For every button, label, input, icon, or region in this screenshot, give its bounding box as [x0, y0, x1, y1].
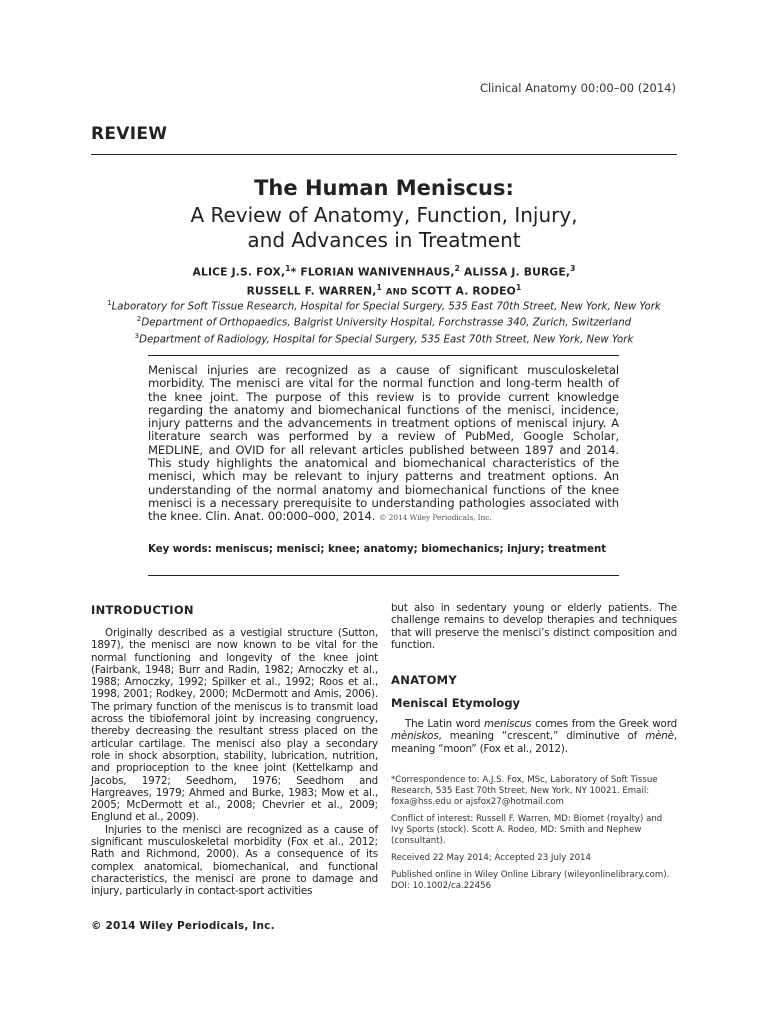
- keywords: Key words: meniscus; menisci; knee; anatomy; biomechanics; injury; treatment: [148, 544, 607, 555]
- intro-paragraph: Originally described as a vestigial structure (Sutton, 1897), the menisci are now known to be vital for the normal functioning and longevity of the knee joint (Fairbank, 1948; Burr and Radin, 1982; Arnoczky et al., 1988; Arnoczky, 1992; Spilker et al., 1992; Roos et al., 1998, 2001; Rodkey, 2000; McDermott and Amis, 2006). The primary function of the meniscus is to transmit load across the tibiofemoral joint by increasing congruency, thereby decreasing the resultant stress placed on the articular cartilage. The menisci also play a secondary role in shock absorption, stability, lubrication, nutrition, and proprioception to the knee joint (Kettelkamp and Jacobs, 1972; Seedhom, 1976; Seedhom and Hargreaves, 1979; Ahmed and Burke, 1983; Mow et al., 2005; McDermott et al., 2008; Chevrier et al., 2009; Englund et al., 2009).: [91, 627, 378, 824]
- abstract-rule-top: [148, 355, 619, 356]
- author-list: [91, 261, 677, 300]
- affiliation-text: Laboratory for Soft Tissue Research, Hospital for Special Surgery, 535 East 70th Street, New York, New York: [111, 301, 661, 313]
- affiliation-sup: 2: [136, 315, 142, 324]
- footnote-conflict-of-interest: Conflict of interest: Russell F. Warren, MD: Biomet (royalty) and Ivy Sports (stock). Scott A. Rodeo, MD: Smith and Nephew (consultant).: [391, 814, 663, 847]
- affiliation-text: Department of Orthopaedics, Balgrist University Hospital, Forchstrasse 340, Zurich, Switzerland: [141, 317, 632, 329]
- abstract-text: Meniscal injuries are recognized as a cause of significant musculoskeletal morbidity. The menisci are vital for the normal function and long-term health of the knee joint. The purpose of this review is to provide current knowledge regarding the anatomy and biomechanical functions of the menisci, incidence, injury patterns and the advancements in treatment options of meniscal injury. A literature search was performed by a review of PubMed, Google Scholar, MEDLINE, and OVID for all relevant articles published between 1897 and 2014. This study highlights the anatomical and biomechanical characteristics of the menisci, which may be relevant to injury patterns and treatment options. An understanding of the normal anatomy and biomechanical functions of the knee menisci is a necessary prerequisite to understanding pathologies associated with the knee. Clin. Anat. 00:000–000, 2014.: [148, 363, 619, 524]
- section-label: REVIEW: [91, 124, 168, 144]
- abstract-copyright: © 2014 Wiley Periodicals, Inc.: [378, 513, 492, 523]
- abstract-rule-bottom: [148, 575, 619, 576]
- footnote-received: Received 22 May 2014; Accepted 23 July 2014: [391, 853, 591, 864]
- author-name: RUSSELL F. WARREN,: [246, 284, 377, 298]
- affiliation-sup: 3: [134, 331, 140, 340]
- affiliation-sup: 1: [107, 299, 112, 307]
- intro-paragraph: Injuries to the menisci are recognized as a cause of significant musculoskeletal morbidity (Fox et al., 2012; Rath and Richmond, 2000). As a consequence of its complex anatomical, biomechanical, and functional characteristics, the menisci are prone to damage and injury, particularly in contact-sport activities: [91, 823, 378, 898]
- continuation-paragraph: but also in sedentary young or elderly patients. The challenge remains to develop therapies and techniques that will preserve the menisci’s distinct composition and function.: [391, 602, 677, 651]
- correspondence-mark: *: [290, 265, 297, 279]
- affiliation-text: Department of Radiology, Hospital for Special Surgery, 535 East 70th Street, New York, New York: [139, 334, 634, 346]
- left-column: [91, 603, 378, 898]
- footnote-published: Published online in Wiley Online Library (wileyonlinelibrary.com). DOI: 10.1002/ca.22456: [391, 870, 670, 892]
- header-rule: [91, 154, 677, 155]
- etymology-term: mèniskos: [391, 730, 439, 743]
- author-affil-sup: 1: [285, 264, 291, 273]
- etymology-text: The Latin word: [405, 718, 485, 731]
- abstract: [148, 364, 619, 525]
- etymology-text: , meaning “moon” (Fox et al., 2012).: [391, 730, 677, 755]
- section-heading-anatomy: ANATOMY: [391, 673, 458, 688]
- affiliation: [91, 313, 677, 329]
- author-line: [91, 261, 677, 280]
- author-name: SCOTT A. RODEO: [411, 284, 516, 298]
- journal-citation: Clinical Anatomy 00:00–00 (2014): [480, 81, 676, 95]
- affiliation-list: [91, 297, 677, 346]
- affiliation: [91, 330, 677, 346]
- subsection-heading-etymology: Meniscal Etymology: [391, 696, 521, 711]
- author-name: ALICE J.S. FOX,: [192, 265, 286, 279]
- page-footer-copyright: © 2014 Wiley Periodicals, Inc.: [91, 920, 275, 932]
- right-column: [391, 602, 677, 892]
- section-heading-introduction: INTRODUCTION: [91, 603, 194, 617]
- footnote-correspondence: *Correspondence to: A.J.S. Fox, MSc, Laboratory of Soft Tissue Research, 535 East 70th Street, New York, NY 10021. Email: foxa@hss.edu or ajsfox27@hotmail.com: [391, 775, 658, 808]
- author-conjunction: AND: [385, 287, 408, 298]
- author-name: ALISSA J. BURGE,: [464, 265, 571, 279]
- author-affil-sup: 3: [570, 264, 576, 273]
- etymology-term: mènè: [645, 730, 674, 743]
- subtitle-line: A Review of Anatomy, Function, Injury,: [190, 203, 578, 227]
- etymology-paragraph: [391, 718, 677, 755]
- author-affil-sup: 1: [376, 282, 382, 292]
- etymology-text: comes from the Greek word: [531, 718, 677, 731]
- article-subtitle: [91, 203, 677, 253]
- author-affil-sup: 1: [515, 282, 522, 292]
- article-title: The Human Meniscus:: [254, 176, 514, 200]
- affiliation: [91, 297, 677, 313]
- etymology-term: meniscus: [484, 718, 532, 731]
- author-affil-sup: 2: [454, 264, 461, 273]
- author-name: FLORIAN WANIVENHAUS,: [300, 265, 455, 279]
- etymology-text: , meaning “crescent,” diminutive of: [438, 730, 646, 743]
- subtitle-line: and Advances in Treatment: [247, 228, 521, 252]
